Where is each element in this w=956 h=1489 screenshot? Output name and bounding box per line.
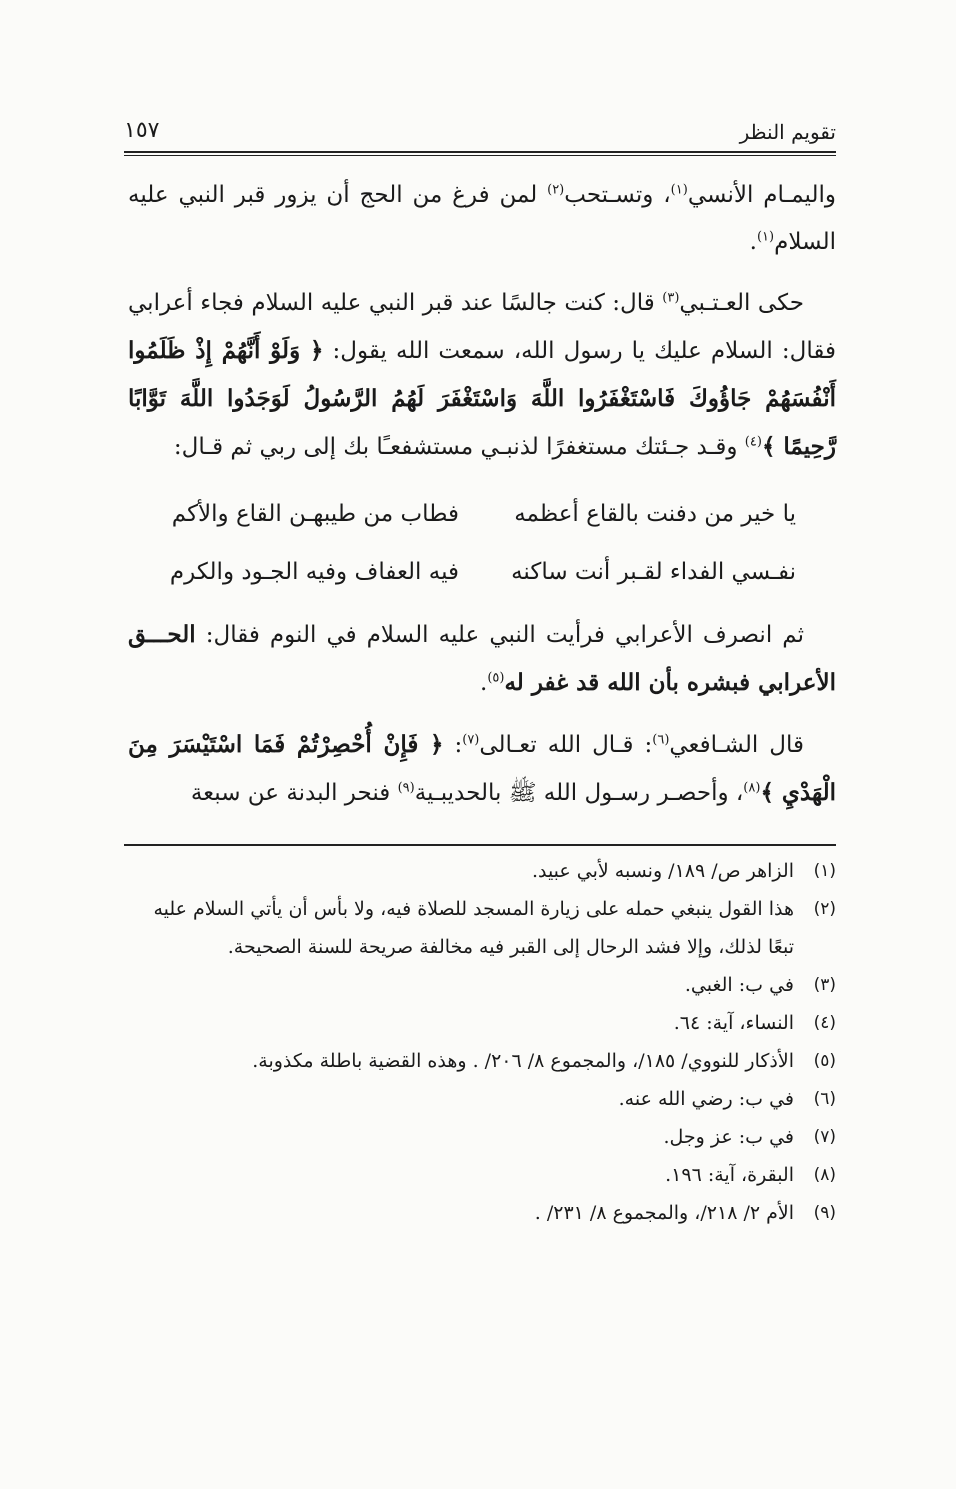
footnote — [128, 966, 836, 1004]
footnote — [128, 890, 836, 966]
hemistich-first: نفـسي الفداء لقـبر أنت ساكنه — [511, 558, 796, 585]
footnote — [128, 1118, 836, 1156]
footnote-ref: (٦) — [652, 732, 670, 748]
footnote-text: البقرة، آية: ١٩٦. — [665, 1164, 794, 1186]
footnote-number: (٣) — [813, 975, 836, 995]
prophet-saying: الحـــق الأعرابي فبشره بأن الله قد غفر له — [128, 621, 836, 696]
footnote — [128, 852, 836, 890]
footnote — [128, 1042, 836, 1080]
footnote-text: الأذكار للنووي/ ١٨٥/، والمجموع ٨/ ٢٠٦/ . وهذه القضية باطلة مكذوبة. — [252, 1050, 794, 1072]
footnote-text: في ب: عز وجل. — [663, 1126, 794, 1148]
footnote-number: (٦) — [813, 1089, 836, 1109]
footnote-ref: (٤) — [744, 434, 762, 450]
footnote-number: (٥) — [813, 1051, 836, 1071]
page-number: ١٥٧ — [124, 118, 160, 143]
footnote-ref: (٨) — [743, 780, 761, 796]
footnote-number: (٢) — [813, 899, 836, 919]
footnote-rule — [124, 844, 836, 846]
footnote-ref: (١) — [670, 182, 688, 198]
poem — [128, 485, 836, 601]
footnote-number: (١) — [813, 861, 836, 881]
footnote — [128, 1194, 836, 1232]
footnote-number: (٨) — [813, 1165, 836, 1185]
paragraph-1: واليمـام الأنسي$^{(١)}$، وتسـتحب$^{(٢)}$ لمن فرغ من الحج أن يزور قبر النبي عليه السلام$^{(١)}$. — [128, 182, 836, 255]
footnote-number: (٤) — [813, 1013, 836, 1033]
hemistich-first: يا خير من دفنت بالقاع أعظمه — [514, 500, 796, 527]
footnote — [128, 1156, 836, 1194]
paragraph-3: ثم انصرف الأعرابي فرأيت النبي عليه السلام في النوم فقال: الحـــق الأعرابي فبشره بأن الله قد غفر له$^{(٥)}$. — [128, 621, 836, 696]
footnote — [128, 1004, 836, 1042]
paragraph-4: قال الشـافعي$^{(٦)}$: قـال الله تعـالى$^{(٧)}$: ﴿ فَإِنْ أُحْصِرْتُمْ فَمَا اسْتَيْسَرَ مِنَ الْهَدْيِ ﴾$^{(٨)}$، وأحصـر رسـول الله ﷺ بالحديبـية$^{(٩)}$ فنحر البدنة عن سبعة — [128, 731, 836, 806]
footnotes — [128, 852, 836, 1232]
hemistich-second: فيه العفاف وفيه الجـود والكرم — [169, 558, 460, 585]
footnote-ref: (٩) — [397, 780, 415, 796]
paragraph-2: حكى العـتـبي$^{(٣)}$ قال: كنت جالسًا عند قبر النبي عليه السلام فجاء أعرابي فقال: السلام عليك يا رسول الله، سمعت الله يقول: ﴿ وَلَوْ أَنَّهُمْ إِذْ ظَلَمُوا أَنْفُسَهُمْ جَاؤُوكَ فَاسْتَغْفَرُوا اللَّهَ وَاسْتَغْفَرَ لَهُمُ الرَّسُولُ لَوَجَدُوا اللَّهَ تَوَّابًا رَّحِيمًا ﴾$^{(٤)}$ وقـد جـئتك مستغفرًا لذنبـي مستشفعـًا بك إلى ربي ثم قـال: — [128, 290, 836, 460]
footnote-number: (٧) — [813, 1127, 836, 1147]
footnote-text: النساء، آية: ٦٤. — [673, 1012, 794, 1034]
poem-verse — [128, 543, 836, 601]
footnote-ref: (١) — [756, 229, 775, 245]
footnote-text: الأم ٢/ ٢١٨/، والمجموع ٨/ ٢٣١/ . — [534, 1202, 794, 1224]
footnote-ref: (٥) — [487, 670, 505, 686]
main-text — [128, 172, 836, 831]
book-title: تقويم النظر — [739, 120, 836, 144]
footnote-text: الزاهر ص/ ١٨٩/ ونسبه لأبي عبيد. — [531, 860, 794, 882]
running-header — [124, 112, 836, 152]
quran-verse: ﴿ وَلَوْ أَنَّهُمْ إِذْ ظَلَمُوا أَنْفُسَهُمْ جَاؤُوكَ فَاسْتَغْفَرُوا اللَّهَ وَاسْتَغْفَرَ لَهُمُ الرَّسُولُ لَوَجَدُوا اللَّهَ تَوَّابًا رَّحِيمًا ﴾ — [128, 337, 836, 460]
footnote-number: (٩) — [813, 1203, 836, 1223]
footnote-text: في ب: رضي الله عنه. — [618, 1088, 794, 1110]
footnote-ref: (٢) — [547, 182, 565, 198]
hemistich-second: فطاب من طيبهـن القاع والأكم — [171, 500, 460, 527]
poem-verse — [128, 485, 836, 543]
footnote — [128, 1080, 836, 1118]
footnote-text: هذا القول ينبغي حمله على زيارة المسجد للصلاة فيه، ولا بأس أن يأتي السلام عليه تبعًا لذلك، وإلا فشد الرحال إلى القبر فيه مخالفة صريحة للسنة الصحيحة. — [153, 898, 794, 958]
quran-verse: ﴿ فَإِنْ أُحْصِرْتُمْ فَمَا اسْتَيْسَرَ مِنَ الْهَدْيِ ﴾ — [128, 731, 836, 806]
footnote-text: في ب: الغبي. — [684, 974, 794, 996]
footnote-ref: (٣) — [662, 290, 680, 306]
header-rule — [124, 151, 836, 153]
header-rule-thin — [124, 155, 836, 156]
footnote-ref: (٧) — [462, 732, 480, 748]
